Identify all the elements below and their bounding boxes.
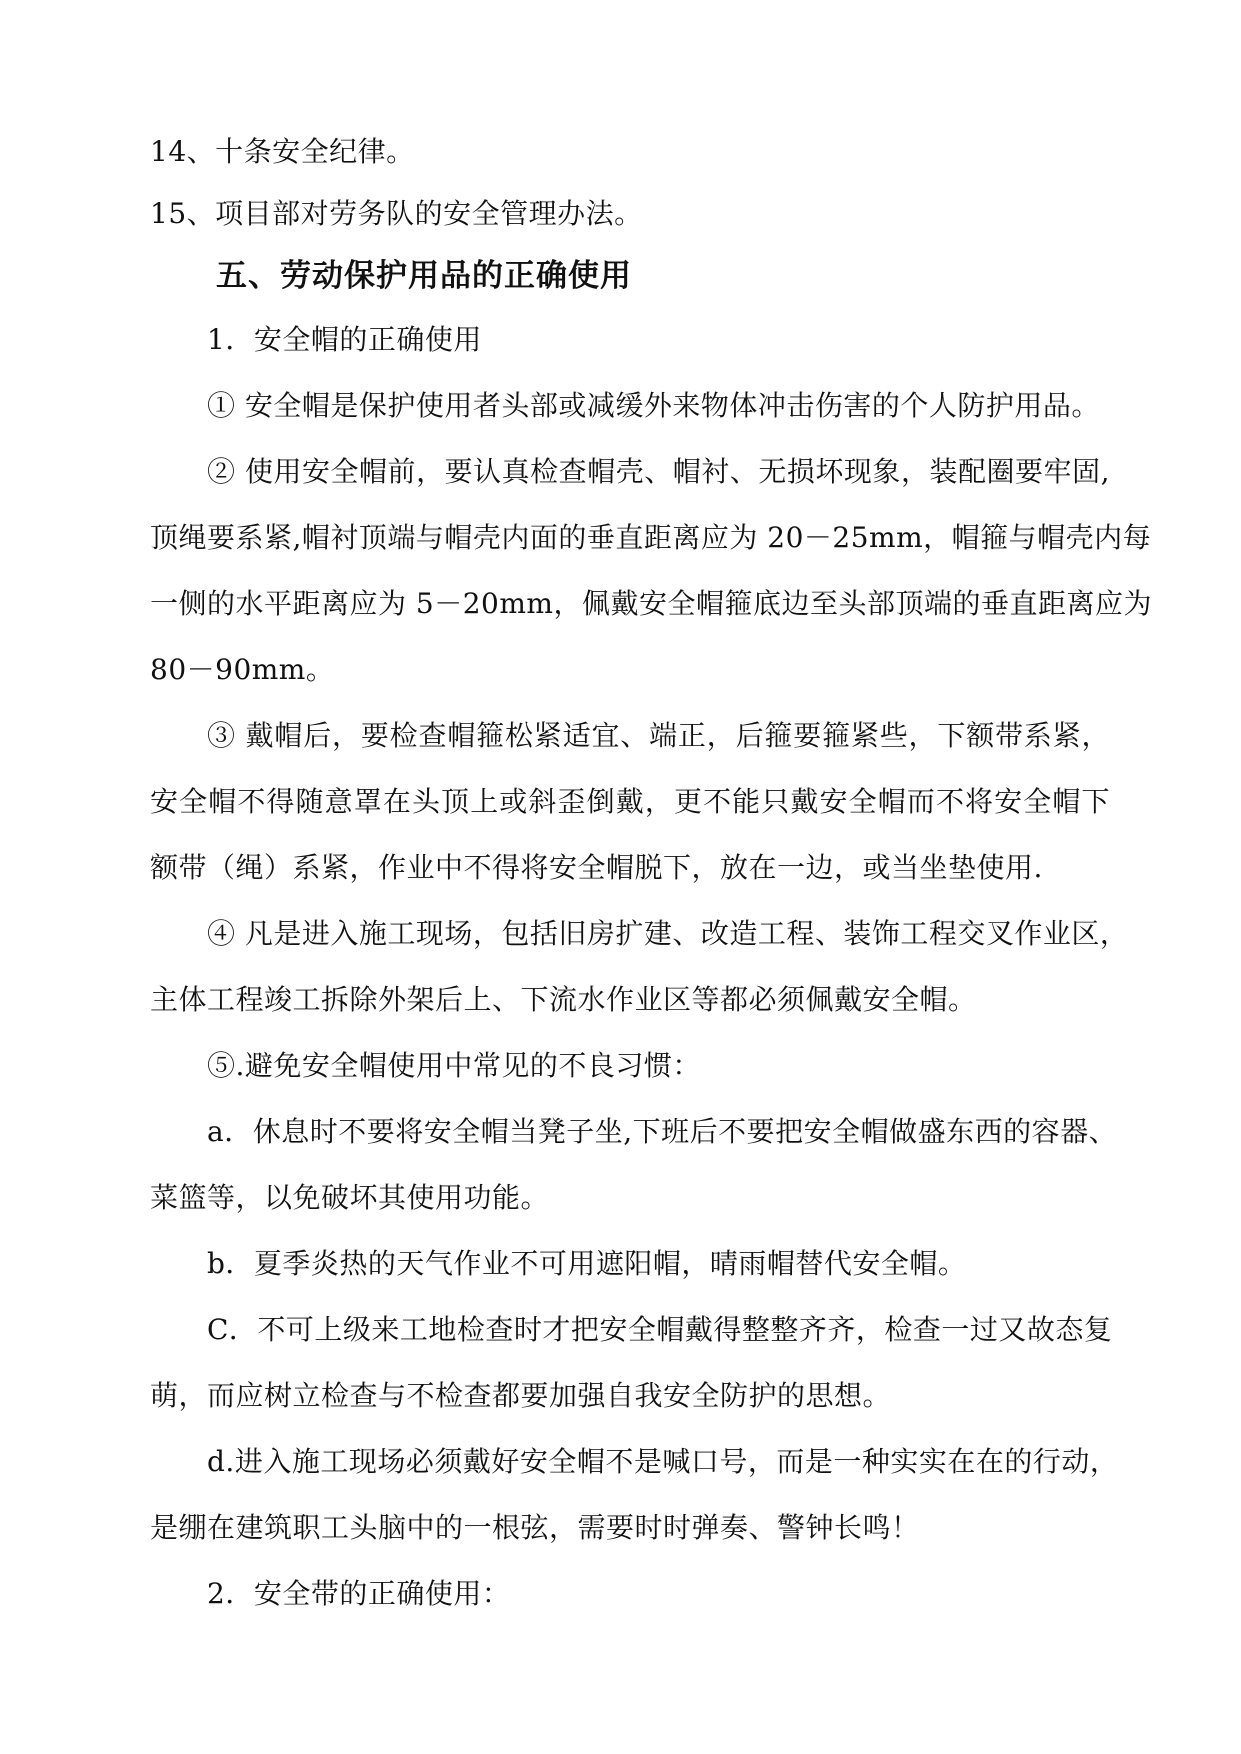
paragraph-line: C．不可上级来工地检查时才把安全帽戴得整整齐齐，检查一过又故态复 <box>207 1313 1113 1346</box>
paragraph-line: ⑤.避免安全帽使用中常见的不良习惯： <box>207 1049 701 1082</box>
paragraph-line: 菜篮等，以免破坏其使用功能。 <box>150 1181 550 1214</box>
paragraph-line: ④ 凡是进入施工现场，包括旧房扩建、改造工程、装饰工程交叉作业区， <box>207 917 1129 950</box>
paragraph-line: ③ 戴帽后，要检查帽箍松紧适宜、端正，后箍要箍紧些，下额带系紧， <box>207 719 1110 752</box>
paragraph-line: 是绷在建筑职工头脑中的一根弦，需要时时弹奏、警钟长鸣！ <box>150 1511 920 1544</box>
list-item-15: 15、项目部对劳务队的安全管理办法。 <box>150 197 643 230</box>
paragraph-line: 安全帽不得随意罩在头顶上或斜歪倒戴，更不能只戴安全帽而不将安全帽下 <box>150 785 1110 818</box>
paragraph-line: d.进入施工现场必须戴好安全帽不是喊口号，而是一种实实在在的行动， <box>207 1445 1119 1478</box>
subsection-title-helmet: 1．安全帽的正确使用 <box>207 323 482 356</box>
paragraph-line: 额带（绳）系紧，作业中不得将安全帽脱下，放在一边，或当坐垫使用. <box>150 851 1043 884</box>
paragraph-line: 萌，而应树立检查与不检查都要加强自我安全防护的思想。 <box>150 1379 892 1412</box>
paragraph-line: 80－90mm。 <box>150 653 335 686</box>
section-heading: 五、劳动保护用品的正确使用 <box>216 258 632 294</box>
paragraph-line: b．夏季炎热的天气作业不可用遮阳帽，晴雨帽替代安全帽。 <box>207 1247 967 1280</box>
subsection-title-belt: 2．安全带的正确使用： <box>207 1577 511 1610</box>
paragraph-line: 一侧的水平距离应为 5－20mm，佩戴安全帽箍底边至头部顶端的垂直距离应为 <box>150 587 1152 620</box>
paragraph-line: ① 安全帽是保护使用者头部或减缓外来物体冲击伤害的个人防护用品。 <box>207 389 1100 422</box>
paragraph-line: ② 使用安全帽前，要认真检查帽壳、帽衬、无损坏现象，装配圈要牢固, <box>207 455 1110 488</box>
list-item-14: 14、十条安全纪律。 <box>150 135 415 168</box>
paragraph-line: a．休息时不要将安全帽当凳子坐,下班后不要把安全帽做盛东西的容器、 <box>207 1115 1118 1148</box>
paragraph-line: 主体工程竣工拆除外架后上、下流水作业区等都必须佩戴安全帽。 <box>150 983 977 1016</box>
paragraph-line: 顶绳要系紧,帽衬顶端与帽壳内面的垂直距离应为 20－25mm，帽箍与帽壳内每 <box>150 521 1152 554</box>
